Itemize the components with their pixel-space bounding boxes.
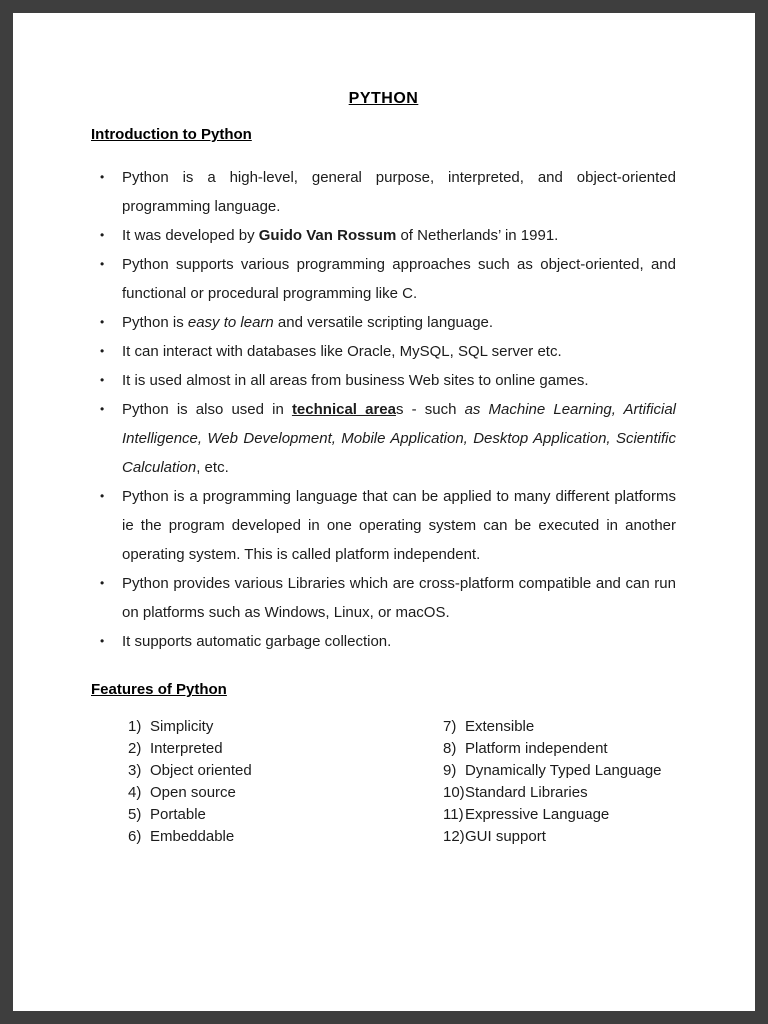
feature-label: Standard Libraries <box>465 784 588 801</box>
bullet-icon: • <box>100 634 105 648</box>
bullet-item <box>91 569 676 627</box>
features-heading: Features of Python <box>91 681 227 698</box>
bullet-icon: • <box>100 170 105 184</box>
bullet-item <box>91 395 676 482</box>
feature-item <box>128 738 443 760</box>
bullet-text: Python is easy to learn and versatile scripting language. <box>122 314 494 331</box>
document-page <box>13 13 755 1011</box>
bullet-text: Python supports various programming approaches such as object-oriented, and functional or procedural programming like C. <box>122 256 676 302</box>
bullet-icon: • <box>100 402 105 416</box>
bullet-item <box>91 221 676 250</box>
bullet-icon: • <box>100 344 105 358</box>
feature-label: Simplicity <box>150 718 214 735</box>
feature-item <box>443 738 676 760</box>
bullet-text: It supports automatic garbage collection. <box>122 633 392 650</box>
bullet-item <box>91 163 676 221</box>
bullet-text: Python provides various Libraries which are cross-platform compatible and can run on platforms such as Windows, Linux, or macOS. <box>122 575 676 621</box>
feature-item <box>443 804 676 826</box>
feature-item <box>128 804 443 826</box>
document-content <box>13 13 755 848</box>
feature-label: Portable <box>150 806 206 823</box>
bullet-icon: • <box>100 315 105 329</box>
feature-label: Open source <box>150 784 236 801</box>
feature-number: 11) <box>443 806 464 823</box>
feature-label: Dynamically Typed Language <box>465 762 662 779</box>
feature-number: 3) <box>128 762 142 779</box>
feature-number: 2) <box>128 740 142 757</box>
feature-item <box>128 760 443 782</box>
feature-item <box>128 826 443 848</box>
bullet-icon: • <box>100 257 105 271</box>
feature-label: Platform independent <box>465 740 608 757</box>
feature-number: 12) <box>443 828 465 845</box>
feature-item <box>128 716 443 738</box>
feature-label: Object oriented <box>150 762 252 779</box>
feature-number: 1) <box>128 718 142 735</box>
feature-label: Interpreted <box>150 740 223 757</box>
bullet-text: Python is a programming language that can be applied to many different platforms ie the program developed in one operating system can be executed in another operating system. This is called platform independent. <box>122 488 676 563</box>
bullet-item <box>91 482 676 569</box>
bullet-icon: • <box>100 228 105 242</box>
bullet-item <box>91 366 676 395</box>
bullet-item <box>91 337 676 366</box>
intro-heading: Introduction to Python <box>91 126 252 143</box>
feature-label: Embeddable <box>150 828 235 845</box>
features-list <box>91 716 676 848</box>
bullet-icon: • <box>100 576 105 590</box>
feature-number: 10) <box>443 784 465 801</box>
features-column-left <box>91 716 443 848</box>
feature-label: Extensible <box>465 718 535 735</box>
feature-number: 5) <box>128 806 142 823</box>
feature-item <box>443 782 676 804</box>
features-column-right <box>443 716 676 848</box>
bullet-text: Python is a high-level, general purpose, interpreted, and object-oriented programming language. <box>122 169 676 215</box>
feature-label: Expressive Language <box>465 806 610 823</box>
intro-bullet-list <box>91 163 676 656</box>
bullet-item <box>91 308 676 337</box>
feature-item <box>443 760 676 782</box>
bullet-text: It is used almost in all areas from business Web sites to online games. <box>122 372 589 389</box>
bullet-item <box>91 627 676 656</box>
bullet-icon: • <box>100 373 105 387</box>
bullet-text: Python is also used in technical areas - such as Machine Learning, Artificial Intelligence, Web Development, Mobile Application, Desktop Application, Scientific Calculation, etc. <box>122 401 677 476</box>
feature-item <box>443 826 676 848</box>
feature-item <box>128 782 443 804</box>
feature-item <box>443 716 676 738</box>
feature-number: 7) <box>443 718 457 735</box>
feature-label: GUI support <box>465 828 546 845</box>
feature-number: 4) <box>128 784 142 801</box>
feature-number: 6) <box>128 828 142 845</box>
bullet-text: It was developed by Guido Van Rossum of Netherlands’ in 1991. <box>122 227 559 244</box>
bullet-icon: • <box>100 489 105 503</box>
feature-number: 9) <box>443 762 457 779</box>
feature-number: 8) <box>443 740 457 757</box>
bullet-text: It can interact with databases like Oracle, MySQL, SQL server etc. <box>122 343 562 360</box>
bullet-item <box>91 250 676 308</box>
document-title: PYTHON <box>348 90 419 107</box>
